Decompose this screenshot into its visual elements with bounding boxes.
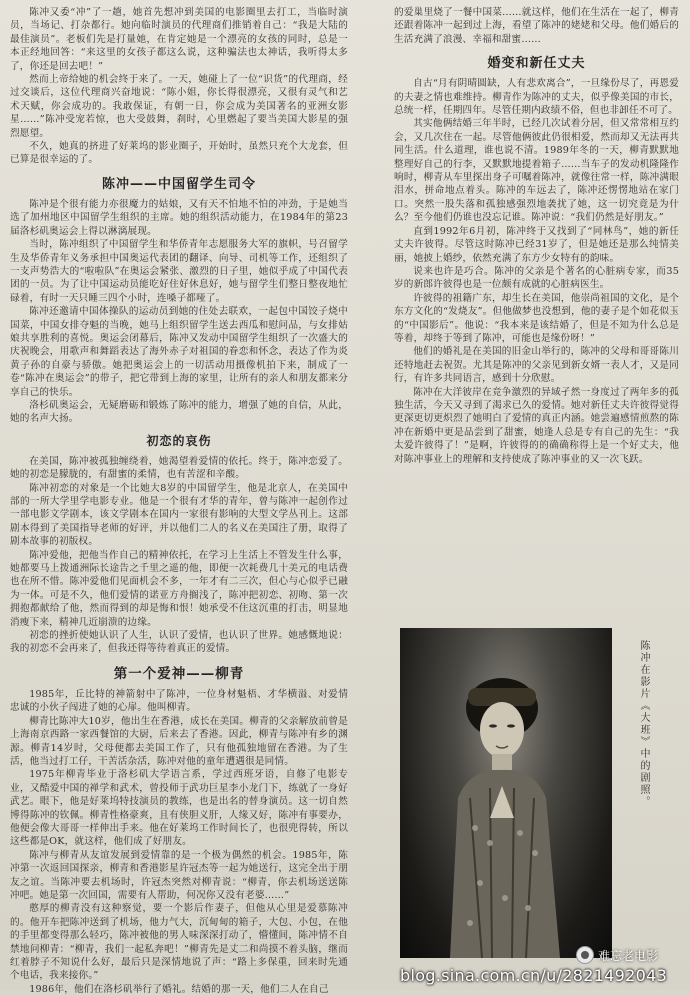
article-paragraph: 洛杉矶奥运会，无疑磨砺和锻炼了陈冲的能力，增强了她的自信，从此，她的名声大扬。: [10, 399, 348, 425]
article-paragraph: 陈冲还邀请中国体操队的运动员到她的住处去联欢，一起包中国饺子烧中国菜，中国女排夺魁的当晚，她马上组织留学生送去西瓜和慰问品，与女排姑娘共享胜利的喜悦。奥运会闭幕后，陈冲又发动中国留学生组织了一次盛大的庆祝晚会，用歌声和舞蹈表达了海外赤子对祖国的眷恋和怀念，表达了作为炎黄子孙的自豪与骄傲。她把奥运会上的一切活动用摄像机拍下来，制成了一卷“陈冲在奥运会”的带子，把它带到上海的家里，让所有的亲人和朋友都来分享自己的快乐。: [10, 306, 348, 398]
article-paragraph: 当时，陈冲组织了中国留学生和华侨青年志愿服务大军的旗帜，号召留学生及华侨青年义务承担中国奥运代表团的翻译、向导、司机等工作，还组织了一支声势浩大的“啦啦队”在奥运会紧张、激烈的日子里，她似乎成了中国代表团的一员。为了让中国运动员能吃好住好休息好，她与留学生们整日整夜地忙碌着，有时一天只睡三四个小时，连嗓子都哑了。: [10, 239, 348, 304]
article-paragraph: 1975年柳青毕业于洛杉矶大学语言系，学过西班牙语，自修了电影专业，又酷爱中国的禅学和武术，曾投师于武功巨星李小龙门下，练就了一身好武艺。眼下，他是好莱坞特技演员的教练，也是出名的替身演员。这一切自然博得陈冲的钦佩。柳青性格豪爽，且有侠胆义肝，人缘又好，陈冲有事要办，他便会像大哥哥一样伸出手来。他在好莱坞工作时间长了，也很兜得转，所以这些都是OK，就这样，他们成了好朋友。: [10, 769, 348, 848]
article-paragraph: 陈冲在大洋彼岸在竞争激烈的异域孑然一身度过了两年多的孤独生活，今天又寻到了渴求已久的爱情。她对新任丈夫许彼得觉得更深更切更炽烈了她明白了爱情的真正内涵。她尝遍感情煎熬的陈冲在新婚中更是品尝到了甜蜜，她逢人总是专有自己的先生：“我太爱许彼得了！”是啊，许彼得的的确确称得上是一个好丈夫，他对陈冲事业上的理解和支持使成了陈冲事业的又一次飞跃。: [394, 386, 679, 465]
article-paragraph: 柳青比陈冲大10岁，他出生在香港，成长在美国。柳青的父亲解放前曾是上海南京西路一家西餐馆的大厨，后来去了香港。因此，柳青与陈冲有乡的渊源。柳青14岁时，父母便都去美国工作了，只有他孤独地留在香港。为了生活，他当过打工仔，干苦活杂活，陈冲对他的童年遭遇很是同情。: [10, 715, 348, 767]
watermark-badge: [576, 946, 658, 964]
article-paragraph: 陈冲又委“冲”了一趟，她首先想冲到美国的电影圈里去打工，当临时演员，当场记、打杂都行。她向临时演员的代理商们推销着自己：“我是大陆的最佳演员”。老板们先是打量她，在肯定她是一个漂亮的女孩的同时，总是一本正经地回答：“来这里的女孩子都这么说，这种骗法也太神话，我听得太多了，你还是回去吧！”: [10, 7, 348, 72]
wechat-logo-icon: [576, 946, 594, 964]
article-paragraph: 其实他俩结婚三年半时，已经几次试着分居，但又常常相互约会，又几次住在一起。尽管他俩彼此仍很相爱，然而却又无法再共同生活。什么道理，谁也说不清。1989年冬的一天，柳青默默地整理好自己的行李，又默默地提着箱子……当车子的发动机隆隆作响时，柳青从车里探出身子可嘱着陈冲，就像往常一样，陈冲满眼泪水，拼命地点着头。陈冲的车远去了，陈冲还愣愣地站在家门口。突然一股失落和孤独感强烈地袭扰了她，这一切究竟是为什么？至今他们仍谁也没忘记谁。陈冲说：“我们仍然是好朋友。”: [394, 118, 679, 224]
article-paragraph: 许彼得的祖籍广东，却生长在美国，他崇尚祖国的文化，是个东方文化的“发烧友”。但他做梦也没想到，他的妻子是个如花似玉的“中国影后”。他说：“我本来是该结婚了，但是不知为什么总是等着，却终于等到了陈冲，可能也是缘份呀！”: [394, 292, 679, 344]
article-paragraph: 说来也许是巧合。陈冲的父亲是个著名的心脏病专家，而35岁的新郎许彼得也是一位颇有成就的心脏病医生。: [394, 265, 679, 291]
section-heading: 第一个爱神——柳青: [113, 665, 245, 682]
article-paragraph: 不久，她真的挤进了好莱坞的影业圈子，开始时，虽然只充个大龙套，但已算是很幸运的了。: [10, 141, 348, 166]
article-paragraph: 在美国，陈冲被孤独缠绕着，她渴望着爱情的依托。终于，陈冲恋爱了。她的初恋是朦胧的，有甜蜜的柔情，也有苦涩和辛酸。: [10, 455, 348, 481]
section-heading: 陈冲——中国留学生司令: [101, 176, 256, 192]
article-paragraph: 然而上帝给她的机会终于来了。一天，她碰上了一位“识货”的代理商，经过交谈后，这位代理商兴奋地说：“陈小姐，你长得很漂亮，又很有灵气和艺术天赋，你会成功的。我敢保证，有朝一日，你会成为美国著名的亚洲女影星……”陈冲受宠若惊，也大受鼓舞，刹时，心里燃起了要当美国大影星的强烈愿望。: [10, 74, 348, 139]
right-column: [394, 6, 679, 466]
section-heading: 初恋的哀伤: [146, 433, 212, 448]
article-paragraph: 1986年，他们在洛杉矶举行了婚礼。结婚的那一天，他们二人在自己: [29, 983, 329, 995]
article-paragraph: 陈冲初恋的对象是一个比她大8岁的中国留学生，他是北京人，在美国中部的一所大学里学电影专业。他是一个很有才华的青年，曾与陈冲一起创作过一部电影文学剧本，该文学剧本在国内一家很有影响的大型文学丛刊上。这部剧本得到了美国指导老师的好评，并以他们二人的名义在美国注了册，取得了剧本故事的初版权。: [10, 482, 348, 548]
article-paragraph: 直到1992年6月初，陈冲终于又找到了“同林鸟”，她的新任丈夫许彼得。尽管这时陈冲已经31岁了，但是她还是那么纯情美丽，她披上婚纱，依然充满了东方少女特有的韵味。: [394, 225, 679, 264]
article-paragraph: 1985年，丘比特的神箭射中了陈冲，一位身材魁梧、才华横溢、对爱情忠诚的小伙子闯进了她的心扉。他叫柳青。: [10, 688, 348, 714]
watermark-badge-text: 难忘老电影: [598, 948, 659, 963]
article-paragraph: 初恋的挫折使她认识了人生，认识了爱情，也认识了世界。她感慨地说：我的初恋不会再来了，但我还得等待着真正的爱情。: [10, 630, 348, 655]
article-paragraph: 的爱巢里烧了一餐中国菜……就这样，他们在生活在一起了，柳青还跟着陈冲一起到过上海，看望了陈冲的姥姥和父母。他们婚后的生活充满了浪漫、幸福和甜蜜……: [394, 7, 679, 45]
article-paragraph: 憨厚的柳青没有这种察觉，要一个影后作妻子，但他从心里是爱慕陈冲的。他开车把陈冲送到了机场，他力气大，沉甸甸的箱子，大包、小包，在他的手里都变得那么轻巧，陈冲被他的男人味深深打动了，懵懂间，陈冲情不自禁地问柳青：“柳青，我们一起私奔吧！”柳青先是丈二和尚摸不着头脑，继而红着脖子不知说什么好，最后只是深情地说了声：“路上多保重，回来时先通个电话，我来接你。”: [10, 903, 348, 982]
watermark-url: blog.sina.com.cn/u/2821492043: [400, 966, 668, 985]
left-column: [10, 6, 348, 996]
actress-figure-icon: [430, 668, 580, 958]
article-paragraph: 自古“月有阴晴圆缺，人有悲欢离合”，一旦缘份尽了，再恩爱的夫妻之情也难维持。柳青作为陈冲的丈夫，似乎像美国的市长，总统一样，任期四年。尽管任期内政绩不俗，但也非卸任不可了。: [394, 78, 679, 117]
article-paragraph: 陈冲与柳青从友谊发展到爱情靠的是一个极为偶然的机会。1985年，陈冲第一次返回国探亲，柳青和香港影星许冠杰等一起为她送行，这完全出于朋友之谊。当陈冲要去机场时，许冠杰突然对柳青说：“柳青，你去机场送送陈冲吧。她是第一次回国，需要有人帮助，何况你又没有老婆……”: [10, 849, 348, 901]
article-paragraph: 陈冲是个很有能力亦很魔力的姑娘，又有天不怕地不怕的冲劲，于是她当选了加州地区中国留学生组织的主席。她的组织活动能力，在1984年的第23届洛杉矶奥运会上得以淋漓展现。: [10, 198, 348, 237]
film-still-photo: [400, 628, 612, 958]
article-paragraph: 他们的婚礼是在美国的旧金山举行的，陈冲的父母和哥哥陈川还特地赶去祝贺。尤其是陈冲的父亲见到新女婿一表人才，又是同行，有许多共同语言，感到十分欣慰。: [394, 346, 679, 385]
section-heading: 婚变和新任丈夫: [487, 56, 586, 72]
article-paragraph: 陈冲爱他，把他当作自己的精神依托，在学习上生活上不管发生什么事，她都要马上拨通洲际长途告之千里之遥的他，即便一次耗费几十美元的电话费也在所不惜。陈冲爱他们见面机会不多，一年才有二三次，但心与心似乎已融为一体。可是不久，他们爱情的诺亚方舟搁浅了，陈冲把初恋、初吻、第一次拥抱都献给了他，然而得到的却是悔和恨！她承受不住这沉重的打击，明显地消瘦下来，精神几近崩溃的边缘。: [10, 549, 348, 628]
photo-caption: 陈冲在影片《大班》中的剧照。: [638, 640, 649, 808]
